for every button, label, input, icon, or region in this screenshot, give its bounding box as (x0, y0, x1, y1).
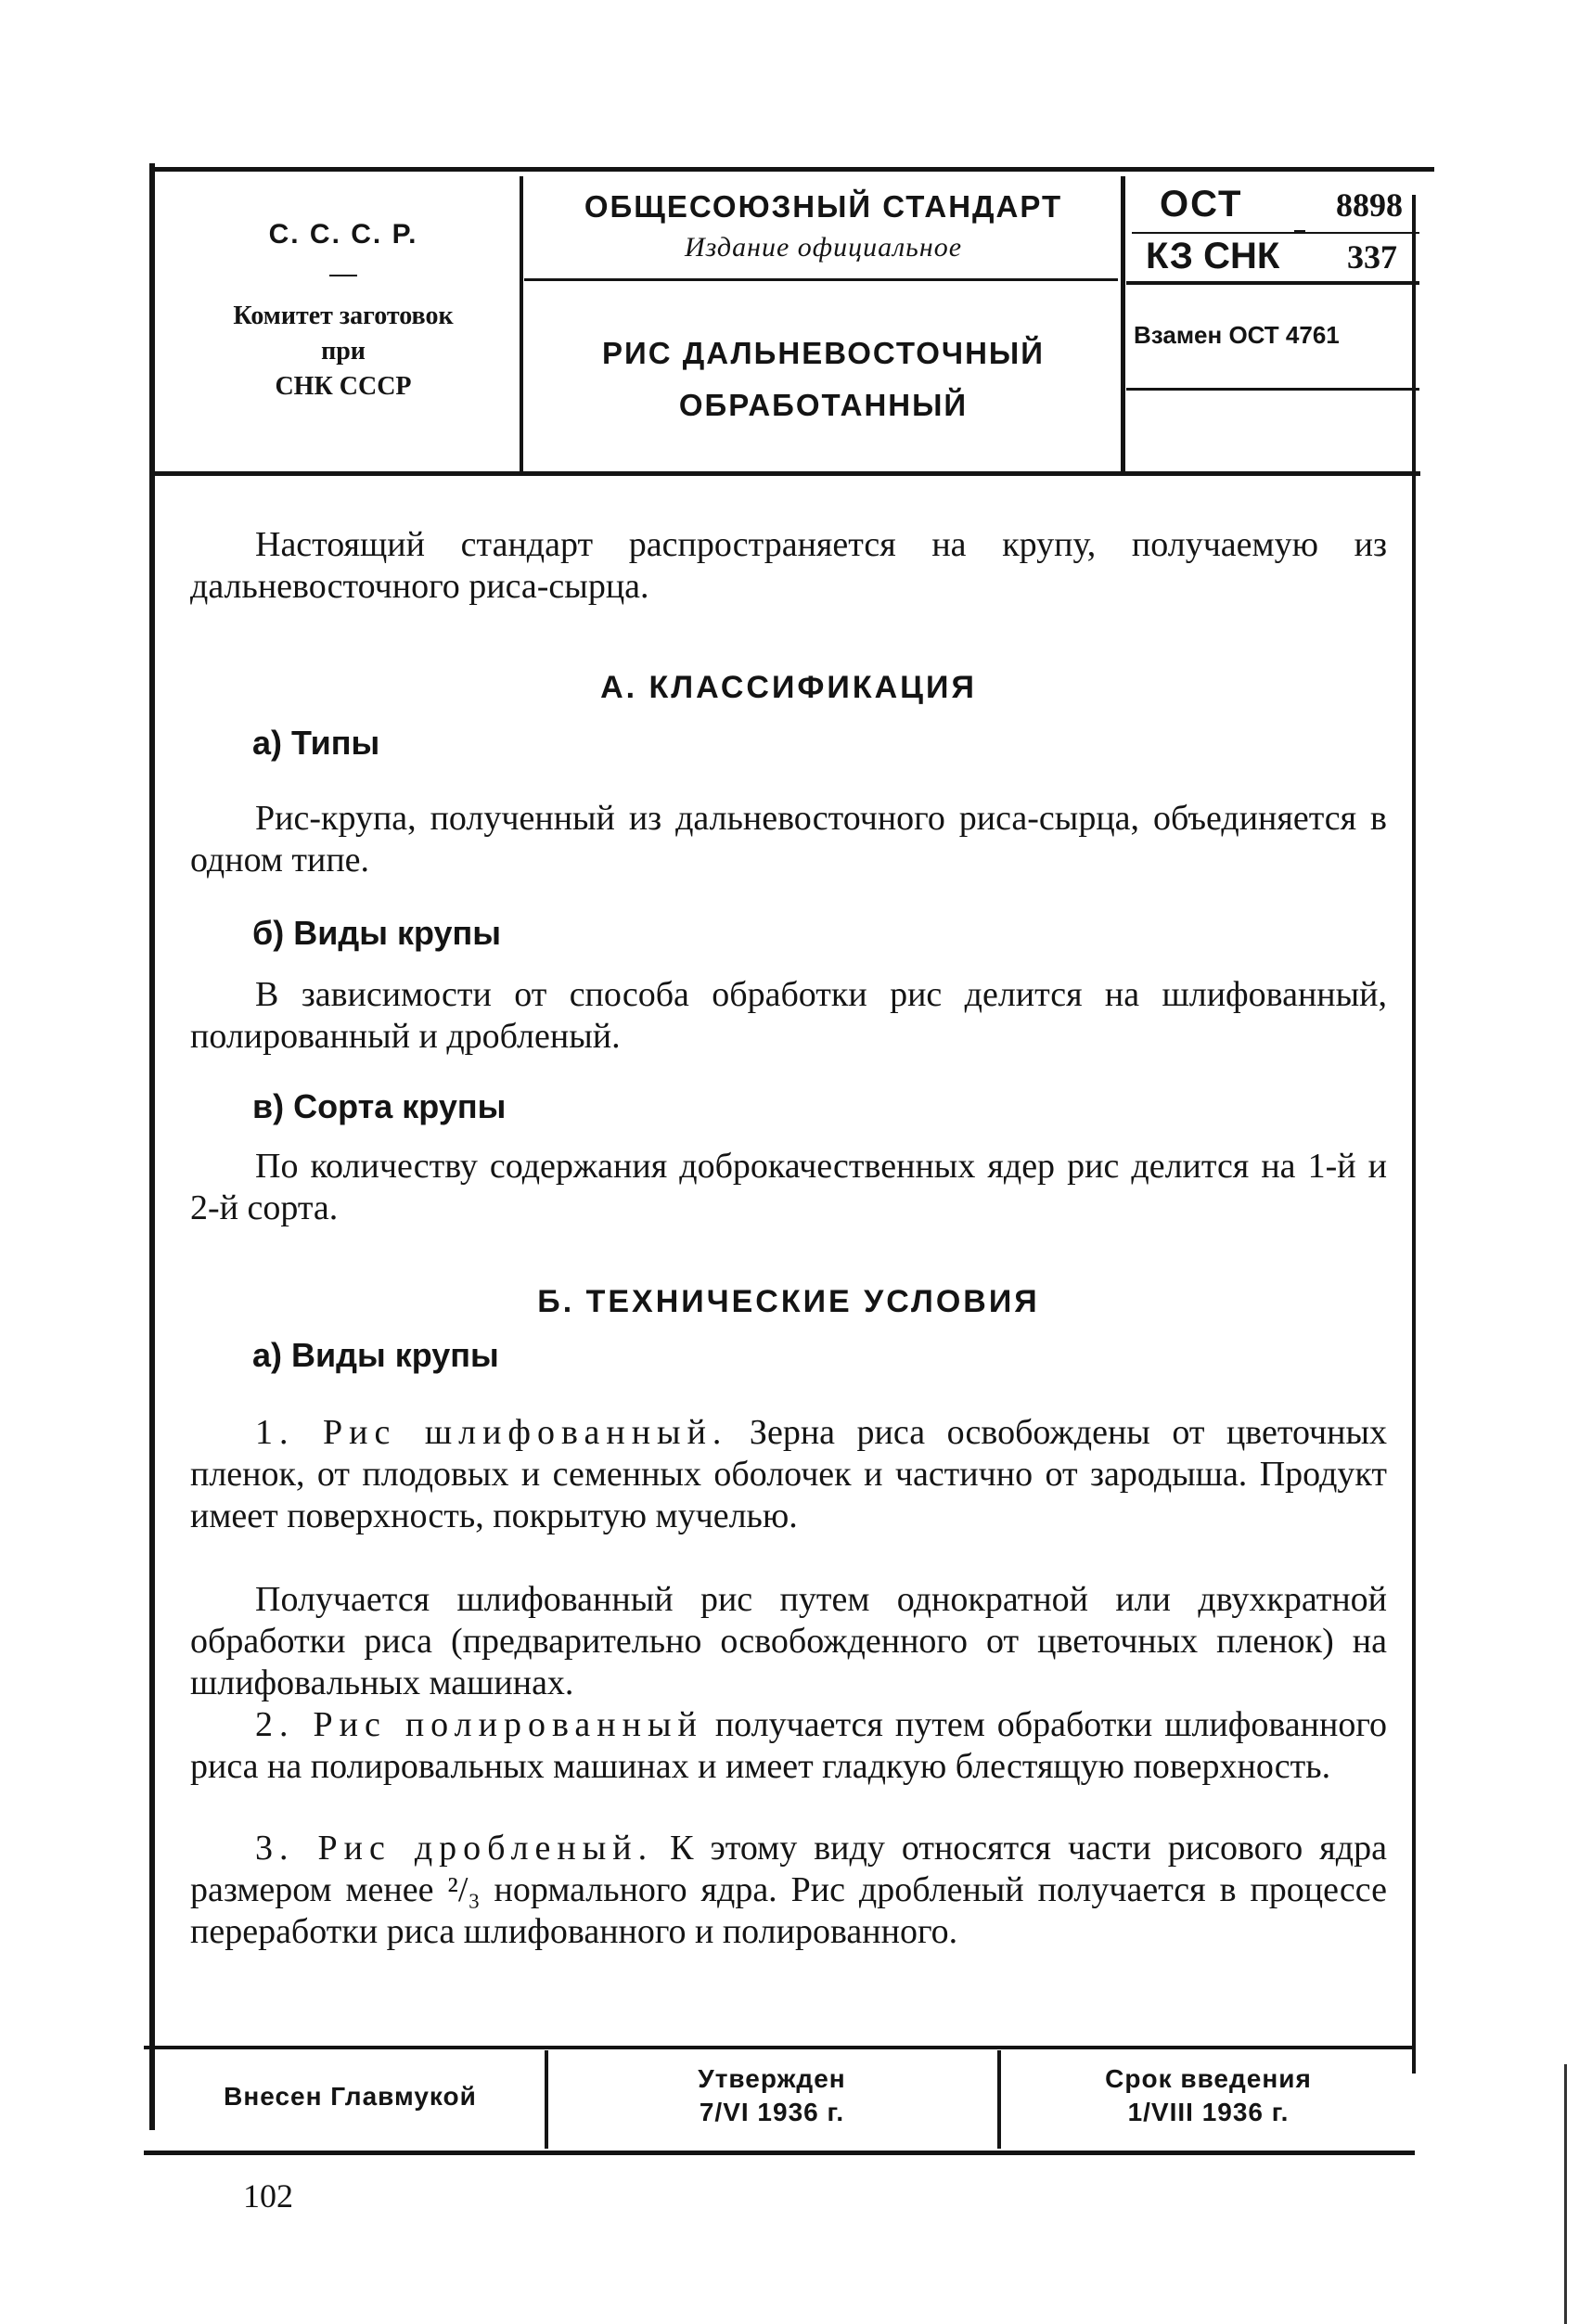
snk-number: 337 (1347, 238, 1397, 276)
item-3-paragraph (190, 1828, 1387, 1953)
header-bottom-rule (149, 471, 1420, 476)
ost-fraction-dash (1294, 230, 1305, 232)
frame-left-rule (149, 163, 155, 2130)
footer-divider-right (997, 2050, 1001, 2149)
ost-label: ОСТ (1160, 184, 1243, 225)
snk-label: КЗ СНК (1146, 236, 1280, 276)
footer-divider-left (545, 2050, 548, 2149)
item-3-text: К этому виду относятся части рисового ядра размером менее ²/₃ нормального ядра. Рис дробленый получается в процессе переработки риса шлифованного и полированного. (190, 1829, 1387, 1951)
replaces-standard: Взамен ОСТ 4761 (1134, 321, 1340, 349)
committee-line: Комитет заготовок (233, 302, 454, 330)
effective-date: 1/VIII 1936 г. (1127, 2098, 1290, 2126)
committee-block (162, 299, 524, 404)
title-line: ОБРАБОТАННЫЙ (678, 388, 969, 422)
item-3-term: 3. Рис дробленый. (255, 1829, 654, 1868)
page-number: 102 (243, 2177, 293, 2215)
item-1-text: Зерна риса освобождены от цветочных пленок, от плодовых и семенных оболочек и частично от зародыша. Продукт имеет поверхность, покрытую мучелью. (190, 1413, 1387, 1535)
approved-block (549, 2062, 995, 2129)
scan-edge-line (1564, 2064, 1567, 2324)
footer-bottom-rule (144, 2151, 1415, 2155)
item-2-term: 2. Рис полированный (255, 1705, 703, 1744)
header-middle-rule (524, 278, 1118, 281)
approved-label: Утвержден (698, 2064, 846, 2093)
ost-fraction-rule (1132, 232, 1419, 234)
subsection-types: а) Типы (252, 724, 380, 762)
country-label: С. С. С. Р. (268, 219, 418, 250)
subsection-b-grain-kinds: а) Виды крупы (252, 1336, 499, 1374)
item-1-term: 1. Рис шлифованный. (255, 1413, 728, 1452)
frame-top-rule (149, 167, 1434, 172)
introduced-by: Внесен Главмукой (224, 2082, 477, 2111)
types-paragraph: Рис-крупа, полученный из дальневосточного риса-сырца, объединяется в одном типе. (190, 799, 1387, 880)
effective-label: Срок введения (1105, 2064, 1312, 2093)
effective-block (1002, 2062, 1415, 2129)
item-1-paragraph-2: Получается шлифованный рис путем однократной или двухкратной обработки риса (предварительно освобожденного от цветочных пленок) на шлифовальных машинах. (190, 1580, 1387, 1702)
grades-paragraph: По количеству содержания доброкачественных ядер рис делится на 1-й и 2-й сорта. (190, 1147, 1387, 1227)
subsection-grain-kinds: б) Виды крупы (252, 914, 501, 952)
footer-top-rule (144, 2046, 1415, 2049)
approved-date: 7/VI 1936 г. (699, 2098, 845, 2126)
edition-label: Издание официальное (684, 232, 963, 263)
intro-paragraph: Настоящий стандарт распространяется на крупу, получаемую из дальневосточного риса-сырца. (190, 525, 1387, 606)
section-b-heading: Б. ТЕХНИЧЕСКИЕ УСЛОВИЯ (537, 1284, 1040, 1319)
title-line: РИС ДАЛЬНЕВОСТОЧНЫЙ (602, 336, 1045, 370)
snk-bottom-rule (1126, 281, 1419, 285)
item-2-text: получается путем обработки шлифованного риса на полировальных машинах и имеет гладкую блестящую поверхность. (190, 1705, 1387, 1786)
item-2-paragraph (190, 1704, 1387, 1788)
committee-line: при (321, 337, 366, 366)
document-title (524, 327, 1123, 431)
subsection-grades: в) Сорта крупы (252, 1087, 507, 1125)
ost-number: 8898 (1336, 186, 1403, 224)
frame-right-rule (1412, 195, 1416, 2074)
grain-kinds-paragraph: В зависимости от способа обработки рис делится на шлифованный, полированный и дробленый. (190, 975, 1387, 1056)
item-1-paragraph (190, 1412, 1387, 1537)
section-a-heading: А. КЛАССИФИКАЦИЯ (600, 670, 977, 705)
replace-bottom-rule (1126, 388, 1419, 391)
country-dash (329, 275, 357, 276)
committee-line: СНК СССР (275, 372, 412, 401)
standard-type: ОБЩЕСОЮЗНЫЙ СТАНДАРТ (584, 189, 1063, 224)
